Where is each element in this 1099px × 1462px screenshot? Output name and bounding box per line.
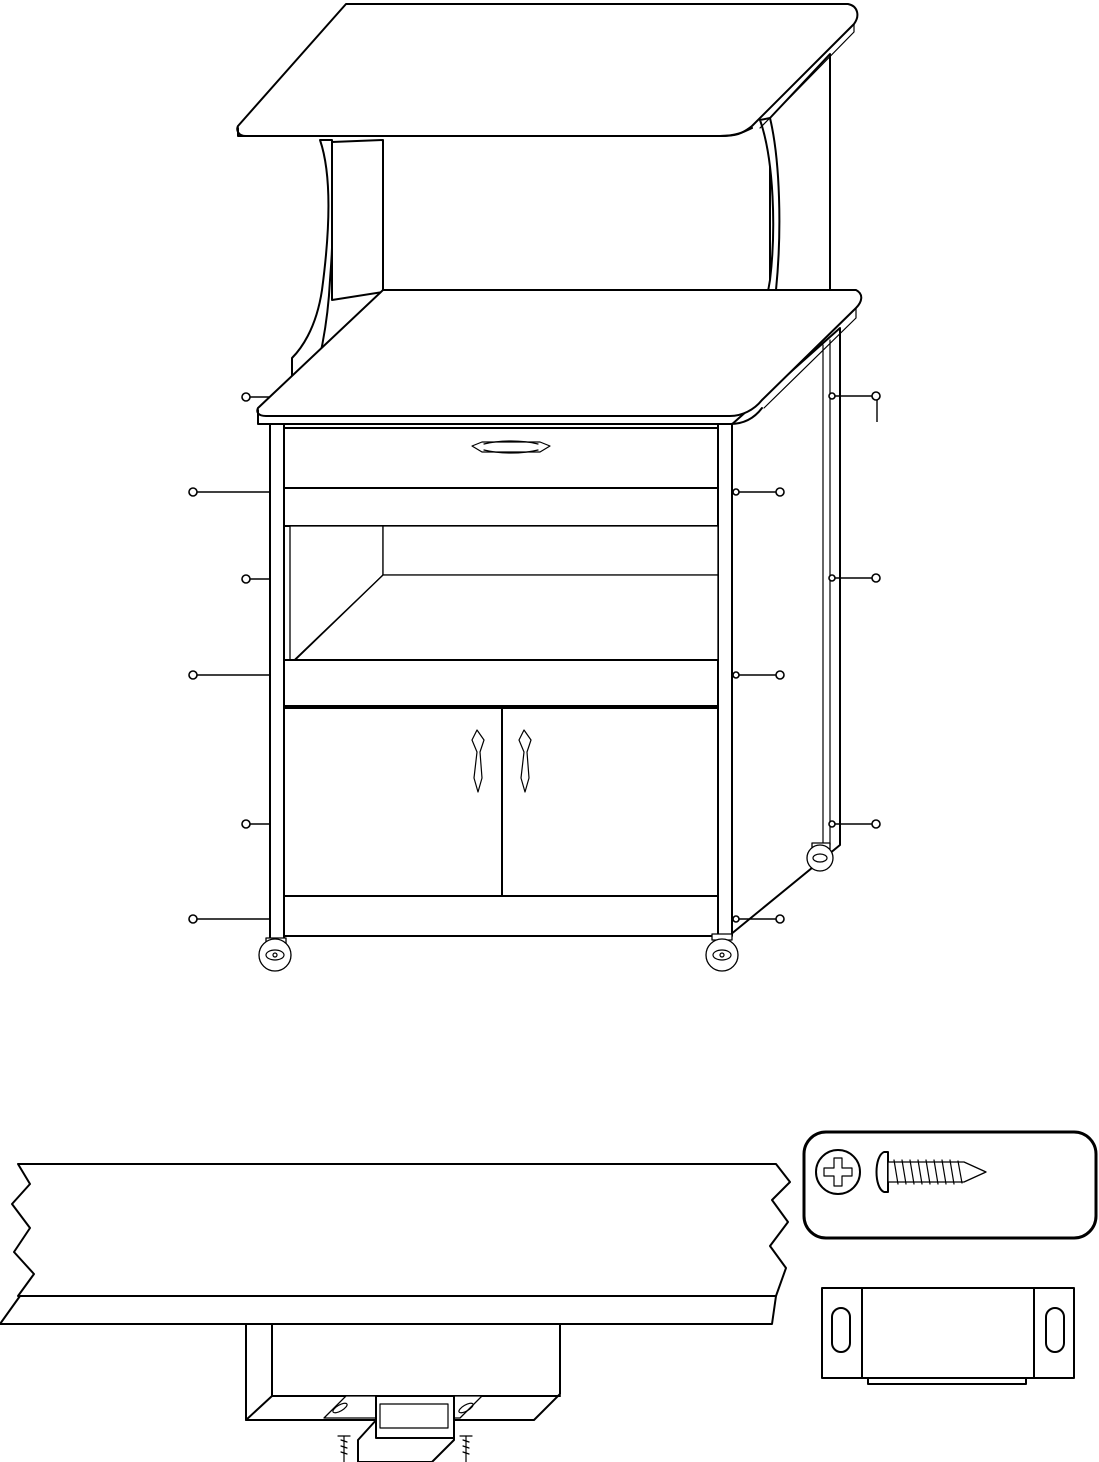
catch-mounting-detail (0, 1164, 790, 1462)
microwave-cart (189, 4, 880, 971)
magnetic-catch-installed (324, 1396, 482, 1462)
screw-callout (804, 1132, 1096, 1238)
phillips-screw-head-icon (816, 1150, 860, 1194)
right-door (502, 708, 718, 896)
caster-front-left (259, 938, 291, 971)
mounting-slot-right (1046, 1308, 1064, 1352)
mounting-screw-left (338, 1436, 350, 1462)
left-door (284, 708, 502, 896)
kick-plate (284, 896, 718, 936)
magnetic-catch-callout (822, 1288, 1074, 1384)
caster-front-right (706, 934, 738, 971)
mounting-slot-left (832, 1308, 850, 1352)
drawer-front (284, 428, 718, 488)
cabinet-front (270, 424, 732, 942)
mounting-screw-right (460, 1436, 472, 1462)
cam-pins-left (189, 393, 270, 923)
hutch-top-shelf (237, 4, 857, 136)
